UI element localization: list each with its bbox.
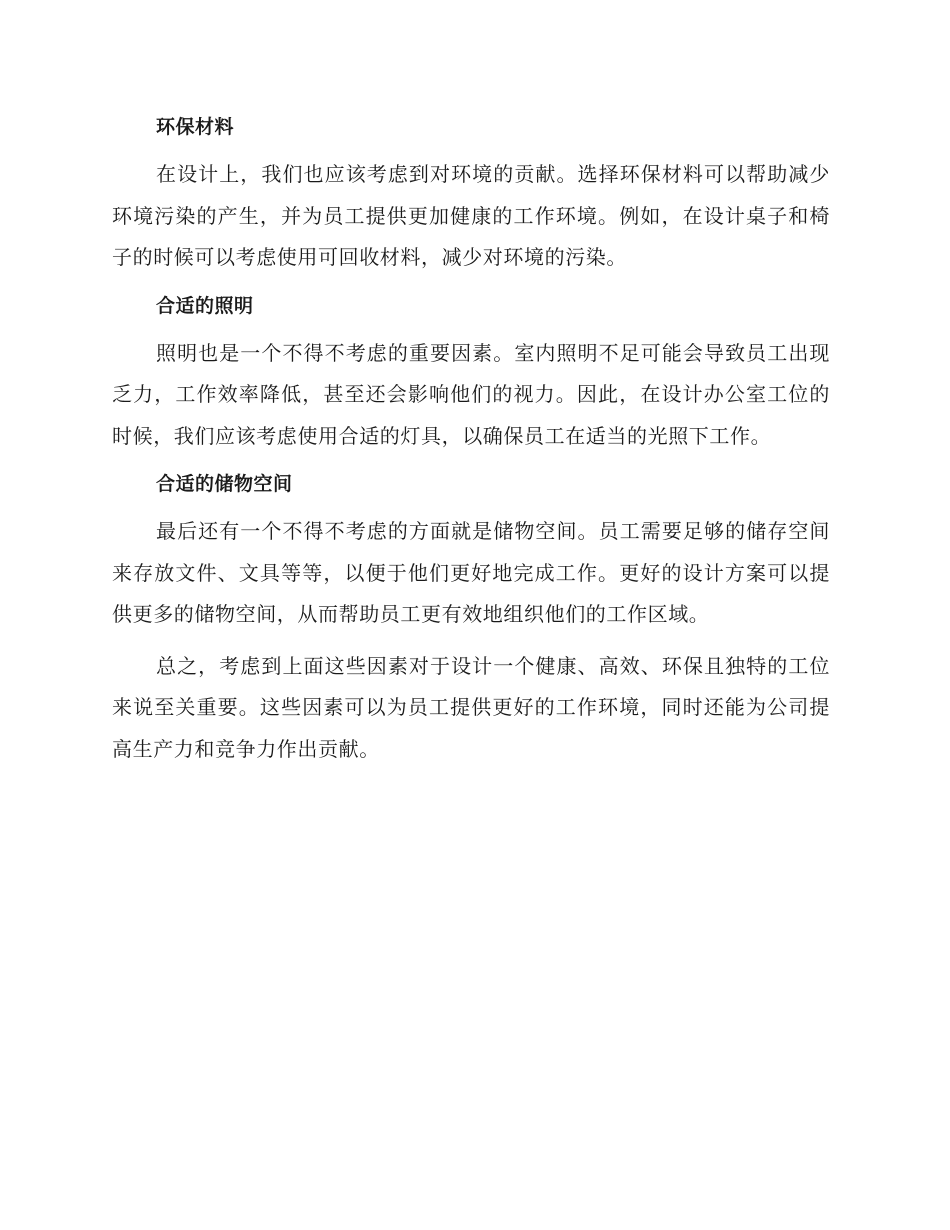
section-heading: 合适的储物空间 <box>156 473 293 495</box>
section-paragraph: 照明也是一个不得不考虑的重要因素。室内照明不足可能会导致员工出现乏力，工作效率降低，甚至还会影响他们的视力。因此，在设计办公室工位的时候，我们应该考虑使用合适的灯具，以确保员工在适当的光照下工作。 <box>112 340 830 448</box>
section-lighting <box>112 289 830 458</box>
section-paragraph: 在设计上，我们也应该考虑到对环境的贡献。选择环保材料可以帮助减少环境污染的产生，并为员工提供更加健康的工作环境。例如，在设计桌子和椅子的时候可以考虑使用可回收材料，减少对环境的污染。 <box>112 162 830 269</box>
section-eco-materials <box>112 110 830 279</box>
document-page <box>112 110 830 780</box>
conclusion-paragraph: 总之，考虑到上面这些因素对于设计一个健康、高效、环保且独特的工位来说至关重要。这些因素可以为员工提供更好的工作环境，同时还能为公司提高生产力和竞争力作出贡献。 <box>112 653 830 761</box>
section-heading: 环保材料 <box>156 116 235 138</box>
section-heading: 合适的照明 <box>156 294 254 317</box>
section-paragraph: 最后还有一个不得不考虑的方面就是储物空间。员工需要足够的储存空间来存放文件、文具等等，以便于他们更好地完成工作。更好的设计方案可以提供更多的储物空间，从而帮助员工更有效地组织他们的工作区域。 <box>112 519 830 626</box>
section-storage <box>112 467 830 636</box>
